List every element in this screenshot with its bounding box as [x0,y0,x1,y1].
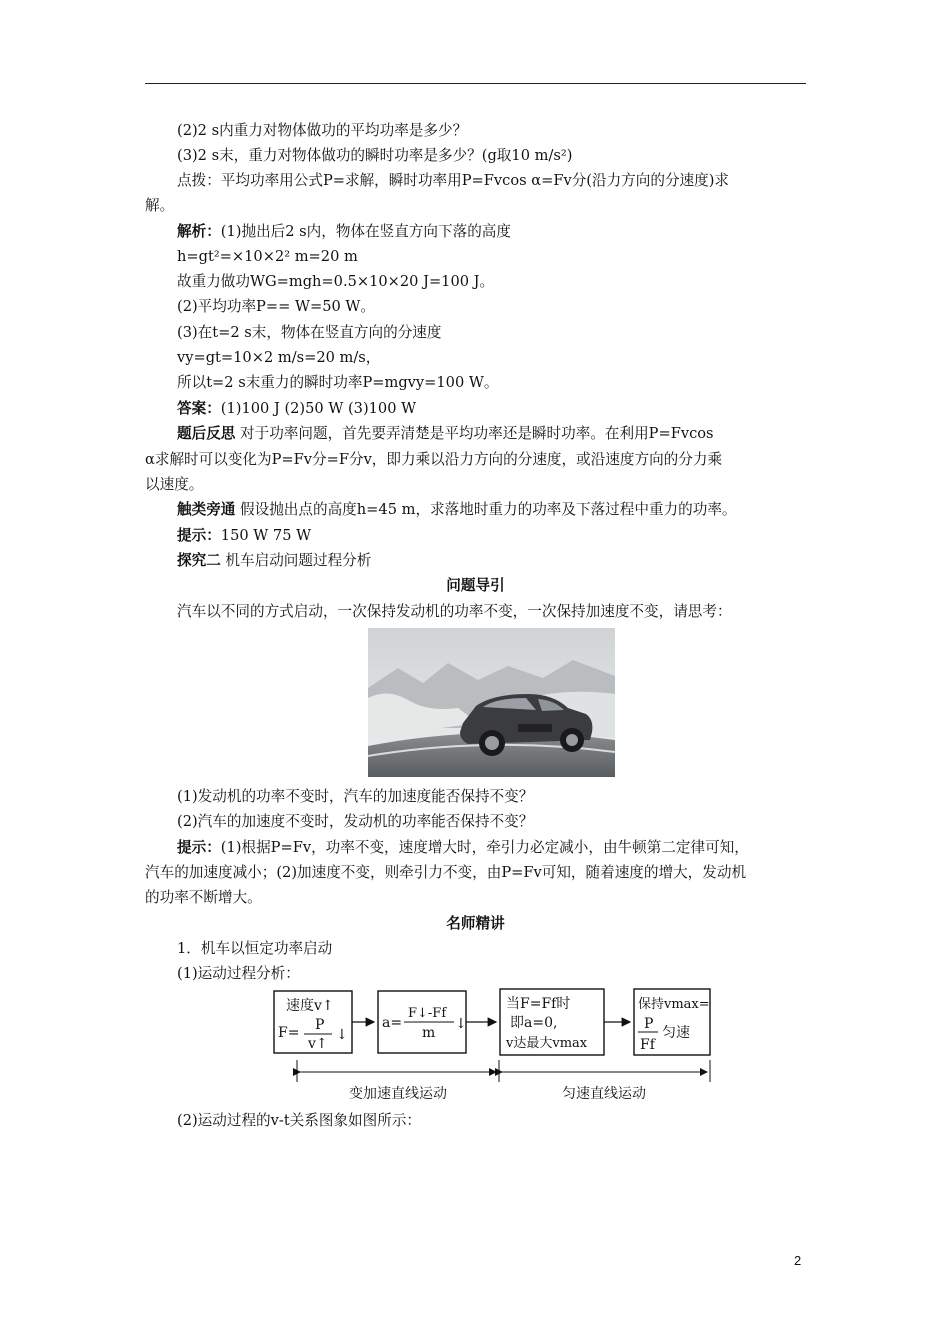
box4-denominator: Ff [640,1037,655,1053]
reflection-label: 题后反思 [177,425,236,442]
solution-label: 解析： [177,223,221,240]
section-2-label: 探究二 [177,552,221,569]
box1-numerator: P [315,1017,325,1033]
solution-line-6: vy=gt=10×2 m/s=20 m/s， [177,349,381,366]
question-p2: (2)汽车的加速度不变时，发动机的功率能否保持不变？ [177,813,534,830]
intro-line: 汽车以不同的方式启动，一次保持发动机的功率不变，一次保持加速度不变，请思考： [177,603,732,620]
tip-label: 提示： [177,527,221,544]
box4-line1: 保持vmax= [638,997,710,1012]
tip-line: 提示：150 W 75 W [177,527,312,544]
hint-line-2: 解。 [145,197,175,214]
reflection-line-2: α求解时可以变化为P=Fv分=F分v，即力乘以沿力方向的分速度，或沿速度方向的分力乘 [145,451,723,468]
question-3: (3)2 s末，重力对物体做功的瞬时功率是多少？(g取10 m/s²) [177,147,573,164]
box2-numerator: F↓-Ff [408,1006,447,1021]
subitem-1: (1)运动过程分析： [177,965,300,982]
tip2-line-2: 汽车的加速度减小；(2)加速度不变，则牵引力不变，由P=Fv可知，随着速度的增大，发动机 [145,864,747,881]
phase1-label: 变加速直线运动 [349,1086,447,1102]
reflection-line-1: 题后反思 对于功率问题，首先要弄清楚是平均功率还是瞬时功率。在利用P=Fvcos [177,425,714,442]
box2-lhs: a= [382,1015,403,1031]
subitem-2: (2)运动过程的v-t关系图象如图所示： [177,1112,422,1129]
box1-down-arrow: ↓ [336,1027,348,1043]
solution-line-3: 故重力做功WG=mgh=0.5×10×20 J=100 J。 [177,273,495,290]
box2-down-arrow: ↓ [455,1016,467,1032]
box1-lhs: F= [278,1025,300,1041]
tip2-label: 提示： [177,839,221,856]
solution-line-2: h=gt²=×10×2² m=20 m [177,248,358,265]
section-2-title: 探究二 机车启动问题过程分析 [177,552,372,569]
extension-line: 触类旁通 假设抛出点的高度h=45 m，求落地时重力的功率及下落过程中重力的功率。 [177,501,737,518]
header-rule [145,83,806,84]
solution-line-1: 解析：(1)抛出后2 s内，物体在竖直方向下落的高度 [177,223,511,240]
reflection-line-3: 以速度。 [145,476,204,493]
box1-line1: 速度v↑ [286,998,334,1014]
phase2-label: 匀速直线运动 [562,1086,646,1102]
solution-line-4: (2)平均功率P== W=50 W。 [177,298,375,315]
process-flow-diagram [266,984,726,1104]
box1-denominator: v↑ [308,1036,328,1052]
question-p1: (1)发动机的功率不变时，汽车的加速度能否保持不变？ [177,788,534,805]
solution-line-5: (3)在t=2 s末，物体在竖直方向的分速度 [177,324,442,341]
tip2-line-3: 的功率不断增大。 [145,889,262,906]
box3-line1: 当F=Ff时 [506,996,571,1012]
tip2-line-1: 提示：(1)根据P=Fv，功率不变，速度增大时，牵引力必定减小，由牛顿第二定律可知， [177,839,749,856]
car-photo [368,628,615,777]
answer-label: 答案： [177,400,221,417]
heading-question-guide: 问题导引 [446,577,505,594]
heading-teacher-notes: 名师精讲 [446,915,505,932]
solution-line-7: 所以t=2 s末重力的瞬时功率P=mgvy=100 W。 [177,374,499,391]
box4-suffix: 匀速 [662,1025,690,1041]
box2-denominator: m [422,1025,436,1041]
item-1: 1．机车以恒定功率启动 [177,940,333,957]
hint-line-1: 点拨：平均功率用公式P=求解，瞬时功率用P=Fvcos α=Fv分(沿力方向的分速度)求 [177,172,730,189]
question-2: (2)2 s内重力对物体做功的平均功率是多少？ [177,122,468,139]
answer-line: 答案：(1)100 J (2)50 W (3)100 W [177,400,417,417]
extension-label: 触类旁通 [177,501,236,518]
page-number: 2 [794,1253,802,1268]
box3-line3: v达最大vmax [506,1036,588,1051]
box4-numerator: P [644,1016,654,1032]
box3-line2: 即a=0, [510,1015,558,1031]
